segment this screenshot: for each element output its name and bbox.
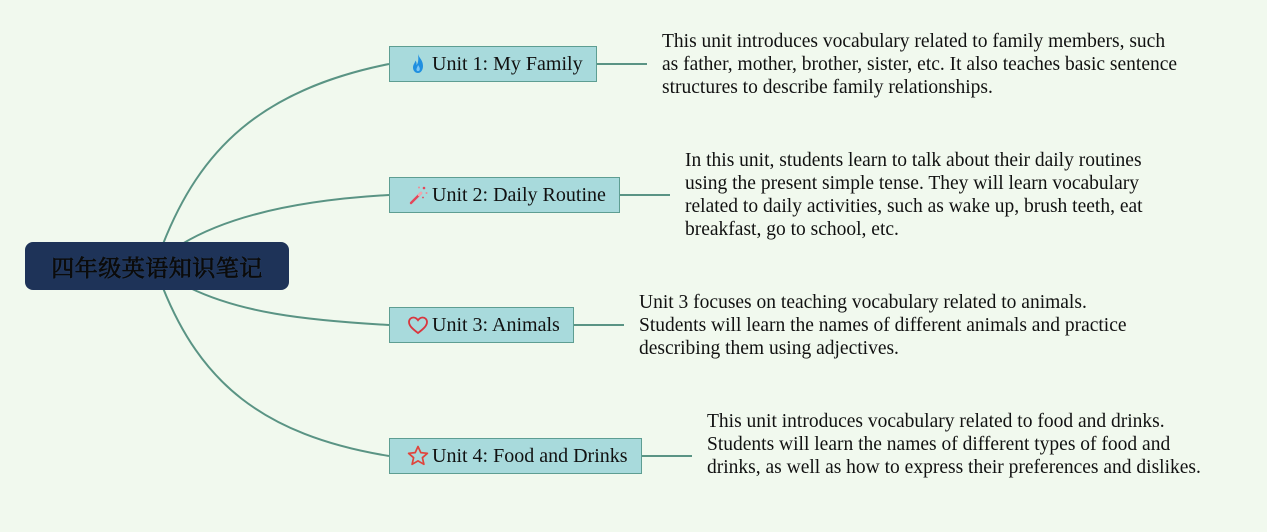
unit-2-label: Unit 2: Daily Routine [432,183,606,206]
unit-3-description: Unit 3 focuses on teaching vocabulary related to animals. Students will learn the names of different animals and practice describing them using adjectives. [639,292,1127,359]
unit-4-topic[interactable] [389,438,642,474]
star-icon [406,444,430,468]
magic-wand-icon [406,183,430,207]
flame-icon [406,52,430,76]
unit-2-topic[interactable] [389,177,620,213]
unit-4-description: This unit introduces vocabulary related to food and drinks. Students will learn the names of different types of food and drinks, as well as how to express their preferences and dislikes. [707,411,1201,478]
unit-4-label: Unit 4: Food and Drinks [432,444,628,467]
connector-root-unit-3 [190,288,389,325]
heart-icon [406,313,430,337]
unit-2-description: In this unit, students learn to talk about their daily routines using the present simple tense. They will learn vocabulary related to daily activities, such as wake up, brush teeth, eat breakfast, go to school, etc. [685,150,1143,240]
unit-3-label: Unit 3: Animals [432,313,560,336]
unit-1-label: Unit 1: My Family [432,52,583,75]
unit-3-topic[interactable] [389,307,574,343]
root-topic-title: 四年级英语知识笔记 [51,255,263,282]
unit-1-description: This unit introduces vocabulary related to family members, such as father, mother, brother, sister, etc. It also teaches basic sentence structures to describe family relationships. [662,31,1178,98]
connector-root-unit-2 [182,195,389,244]
unit-1-topic[interactable] [389,46,597,82]
root-topic[interactable] [25,242,289,290]
connector-root-unit-1 [163,64,389,244]
